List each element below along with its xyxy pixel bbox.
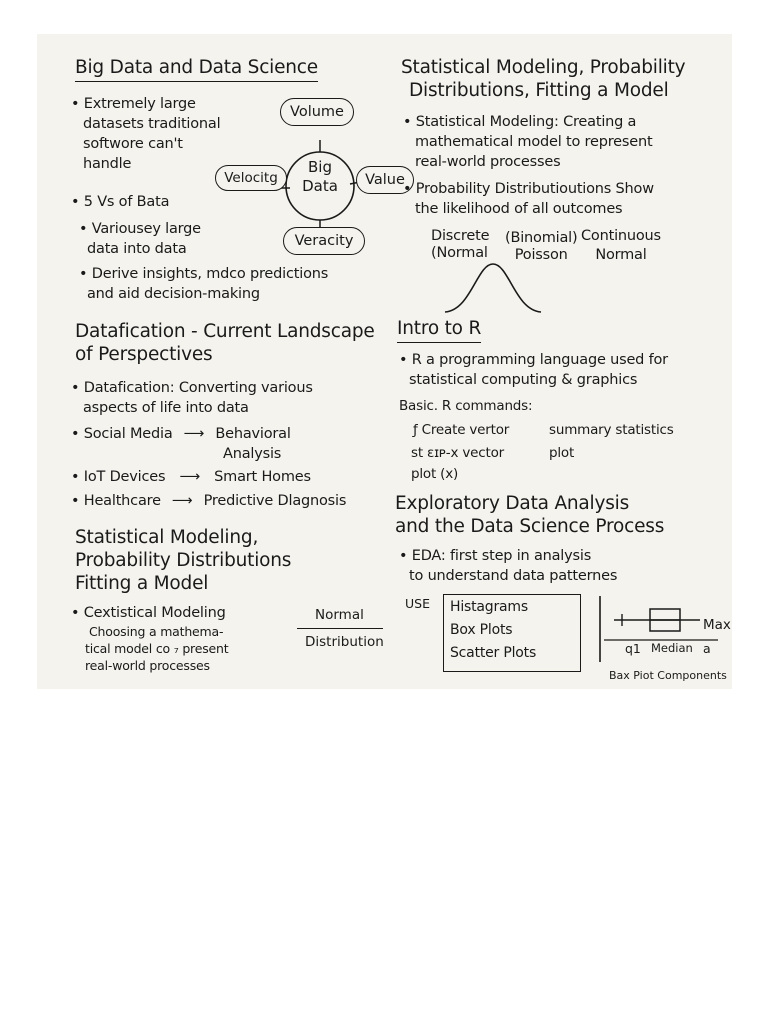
volume-bubble: Volume: [280, 98, 354, 126]
r-cmd-3: plot (x): [411, 466, 459, 482]
eda-methods-box: [443, 594, 581, 672]
scatter-plots-item: Scatter Plots: [450, 645, 537, 661]
stat-modeling-heading-right: Statistical Modeling, Probability Distributions, Fitting a Model: [401, 57, 686, 101]
stat-modeling-heading-left: Statistical Modeling, Probability Distributions Fitting a Model: [75, 527, 292, 594]
five-vs-bullet: • 5 Vs of Bata: [71, 194, 170, 210]
histograms-item: Histagrams: [450, 599, 528, 615]
use-label: USE: [405, 596, 430, 611]
stat-modeling-bullet-right: • Statistical Modeling: Creating a mathematical model to represent real-world processes: [403, 114, 653, 170]
datafication-bullet-1: • Datafication: Converting various aspects of life into data: [71, 380, 313, 416]
median-label: Median: [651, 641, 693, 655]
big-data-heading: Big Data and Data Science: [75, 56, 318, 82]
veracity-bubble: Veracity: [283, 227, 365, 255]
r-cmd-2a: st ɛɪᴘ-x vector: [411, 445, 504, 461]
box-plots-item: Box Plots: [450, 622, 513, 638]
probability-bullet: • Probability Distributioutions Show the likelihood of all outcomes: [403, 181, 654, 217]
arrow-right-icon: ⟶: [179, 469, 201, 485]
discrete-label: Discrete (Normal: [431, 228, 490, 261]
datafication-heading: Datafication - Current Landscape of Perspectives: [75, 321, 375, 365]
healthcare-bullet: • Healthcare ⟶ Predictive Dlagnosis: [71, 493, 347, 509]
a-label: a: [703, 641, 711, 656]
value-bubble: Value: [356, 166, 414, 194]
big-data-center: Big Data: [302, 158, 338, 195]
continuous-label: Continuous Normal: [581, 228, 661, 263]
box-plot-caption: Bax Piot Components: [609, 669, 727, 682]
max-label: Max: [703, 617, 731, 633]
r-bullet: • R a programming language used for statistical computing & graphics: [399, 352, 668, 388]
notes-sheet: [37, 34, 732, 689]
r-cmd-2b: plot: [549, 445, 575, 461]
iot-bullet: • IoT Devices ⟶ Smart Homes: [71, 469, 311, 485]
stat-modeling-bullet-left: • Cextistical Modeling Choosing a mathema- tical model co ₇ present real-world processes: [71, 605, 229, 673]
fraction-line: [297, 628, 383, 629]
social-media-bullet: • Social Media ⟶ Behavioral Analysis: [71, 426, 291, 462]
q1-label: q1: [625, 641, 641, 656]
r-commands-heading: Basic. R commands:: [399, 398, 533, 414]
binomial-label: (Binomial) Poisson: [505, 230, 578, 263]
velocity-bubble: Velocitg: [215, 165, 287, 191]
arrow-right-icon: ⟶: [171, 493, 193, 509]
r-cmd-1a: ƒ Create vertor: [413, 422, 510, 438]
distribution-label: Distribution: [305, 634, 384, 650]
r-cmd-1b: summary statistics: [549, 422, 674, 438]
intro-to-r-heading: Intro to R: [397, 317, 481, 343]
normal-label: Normal: [315, 607, 364, 623]
big-data-bullet-3: • Variousey large data into data: [79, 221, 201, 257]
eda-heading: Exploratory Data Analysis and the Data Science Process: [395, 493, 665, 537]
big-data-bullet-4: • Derive insights, mdco predictions and aid decision-making: [79, 266, 329, 302]
eda-bullet: • EDA: first step in analysis to understand data patternes: [399, 548, 618, 584]
big-data-bullet-1: • Extremely large datasets traditional softwore can't handle: [71, 96, 221, 172]
bell-curve-icon: [443, 256, 553, 316]
arrow-right-icon: ⟶: [183, 426, 205, 442]
